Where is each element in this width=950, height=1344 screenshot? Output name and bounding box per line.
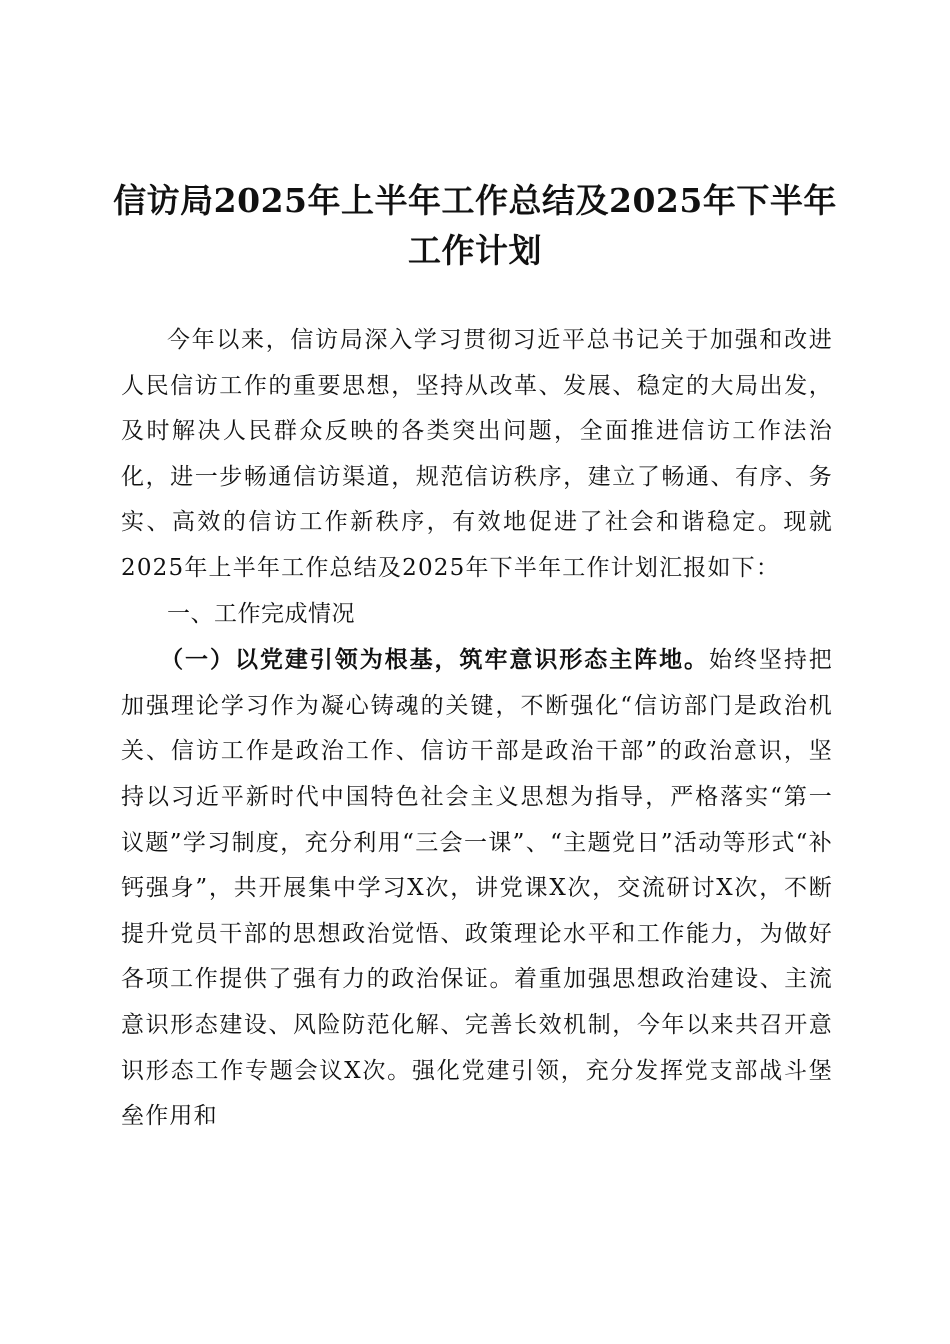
section-heading-1: 一、工作完成情况	[167, 600, 355, 627]
subsection-paragraph-1	[121, 637, 833, 1140]
intro-paragraph: 今年以来，信访局深入学习贯彻习近平总书记关于加强和改进人民信访工作的重要思想，坚持从改革、发展、稳定的大局出发，及时解决人民群众反映的各类突出问题，全面推进信访工作法治化，进一步畅通信访渠道，规范信访秩序，建立了畅通、有序、务实、高效的信访工作新秩序，有效地促进了社会和谐稳定。现就2025年上半年工作总结及2025年下半年工作计划汇报如下：	[121, 327, 833, 581]
document-body	[121, 318, 833, 1140]
subsection-body-1: 始终坚持把加强理论学习作为凝心铸魂的关键，不断强化“信访部门是政治机关、信访工作是政治工作、信访干部是政治干部”的政治意识，坚持以习近平新时代中国特色社会主义思想为指导，严格落实“第一议题”学习制度，充分利用“三会一课”、“主题党日”活动等形式“补钙强身”，共开展集中学习X次，讲党课X次，交流研讨X次，不断提升党员干部的思想政治觉悟、政策理论水平和工作能力，为做好各项工作提供了强有力的政治保证。着重加强思想政治建设、主流意识形态建设、风险防范化解、完善长效机制，今年以来共召开意识形态工作专题会议X次。强化党建引领，充分发挥党支部战斗堡垒作用和	[121, 647, 833, 1130]
subsection-title-1: （一）以党建引领为根基，筑牢意识形态主阵地。	[160, 646, 709, 674]
document-title: 信访局2025年上半年工作总结及2025年下半年工作计划	[113, 181, 837, 270]
